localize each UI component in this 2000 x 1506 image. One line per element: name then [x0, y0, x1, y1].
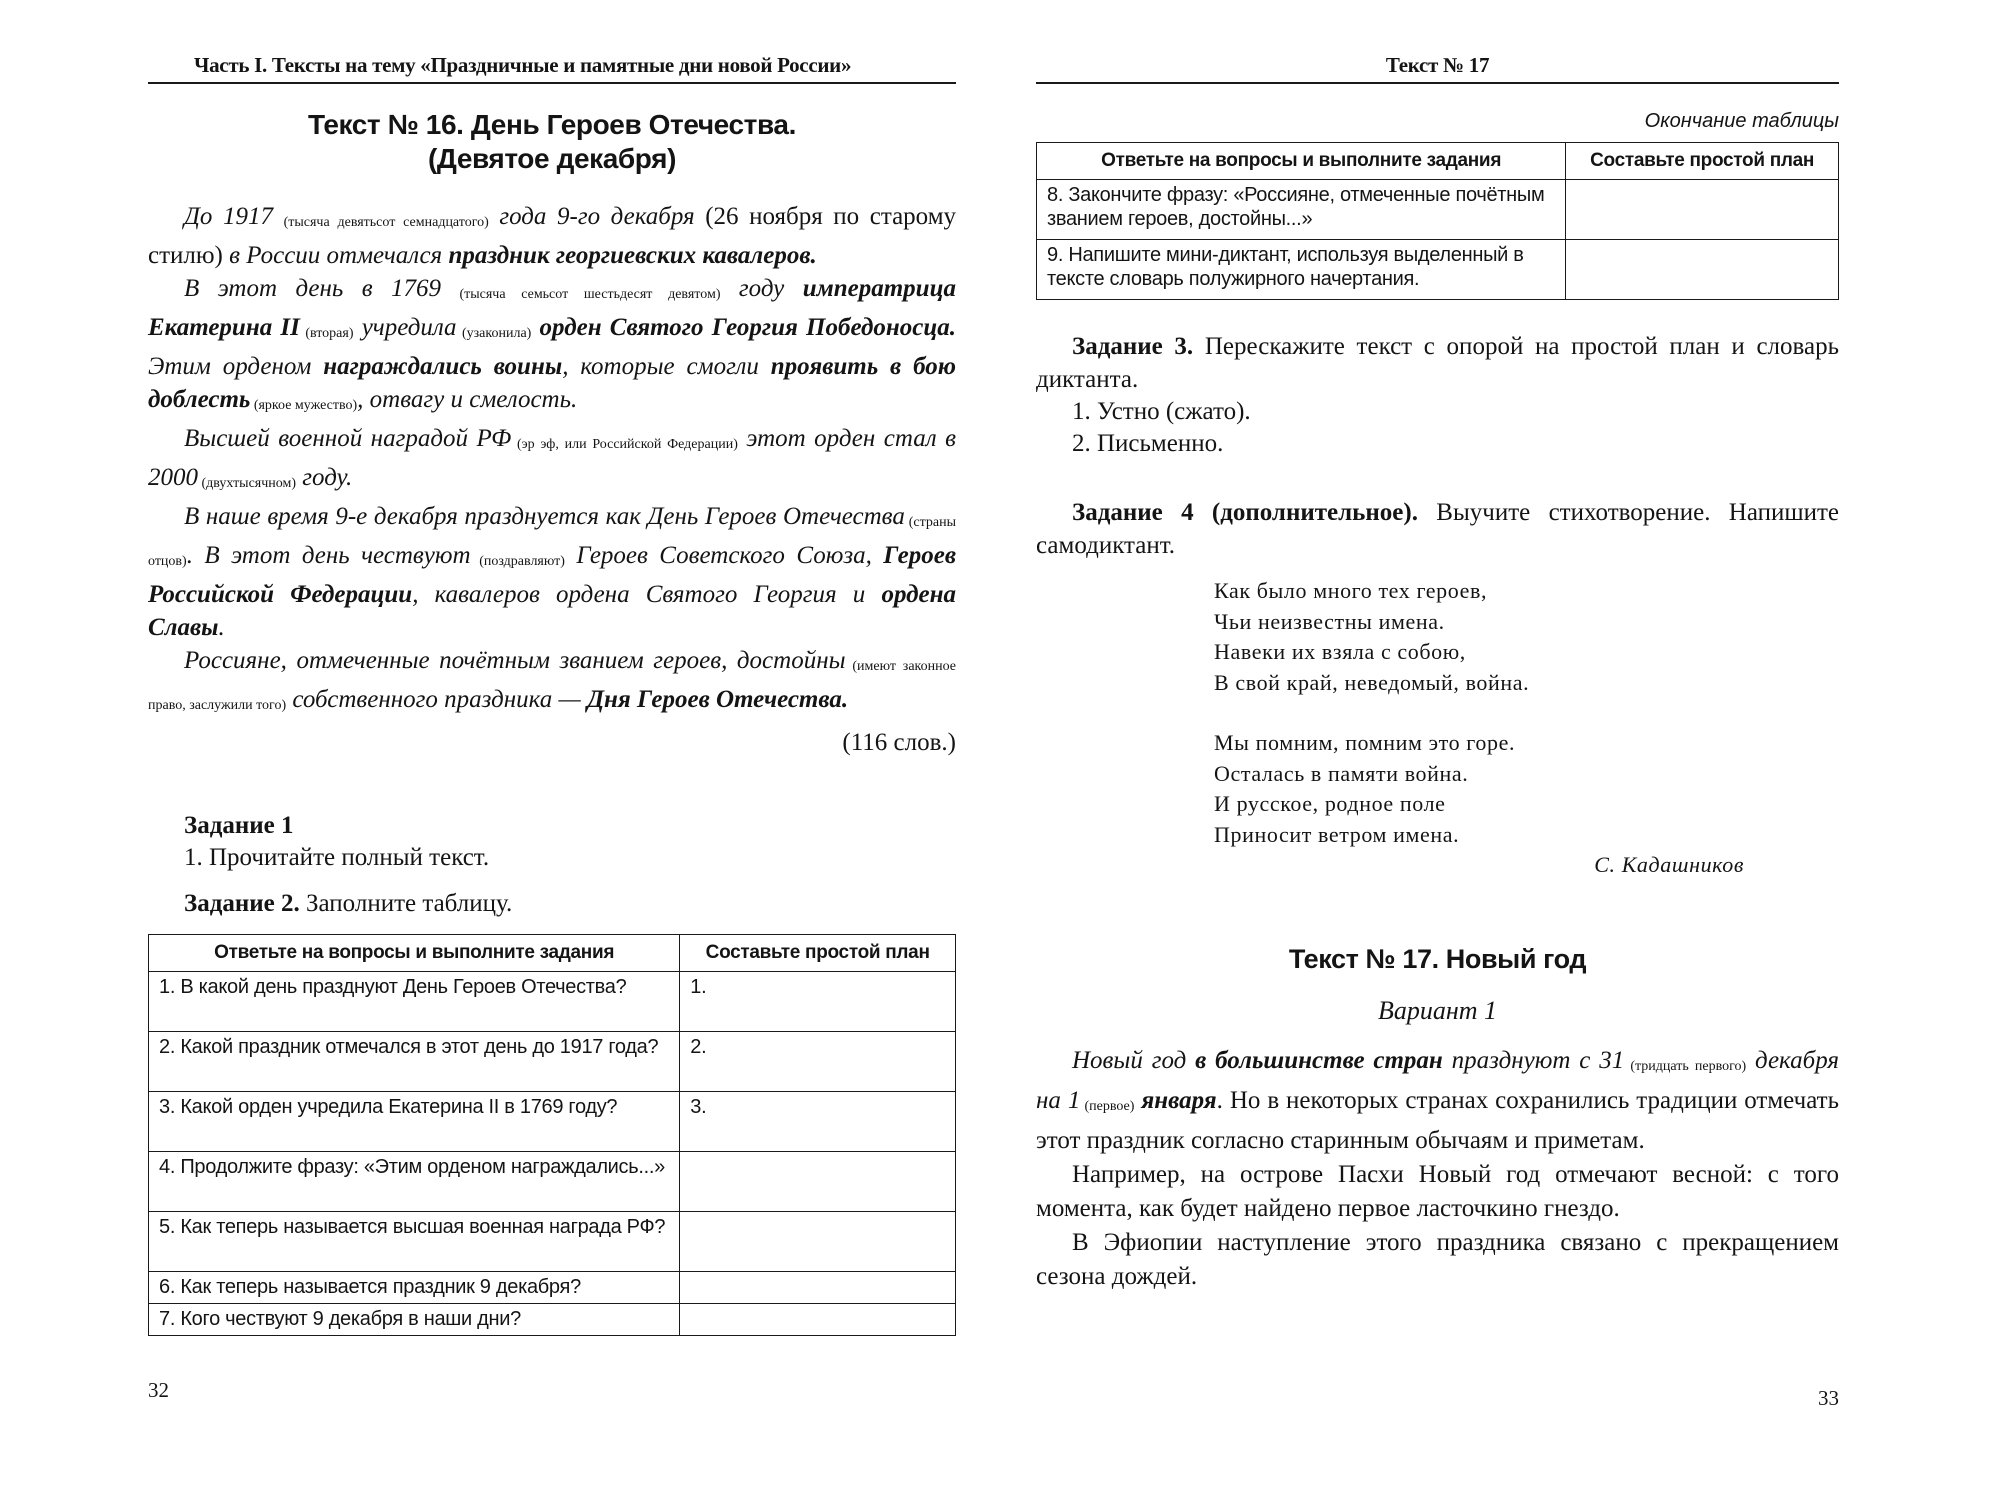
- question-cell: 8. Закончите фразу: «Россияне, отмеченные почётным званием героев, достойны...»: [1037, 180, 1566, 240]
- task-4-block: [1036, 496, 1839, 562]
- page-number: 33: [1818, 1386, 1839, 1410]
- question-cell: 4. Продолжите фразу: «Этим орденом награждались...»: [149, 1152, 680, 1212]
- task-3-block: [1036, 330, 1839, 460]
- task-3: Задание 3. Перескажите текст с опорой на простой план и словарь диктанта.: [1036, 333, 1839, 393]
- gloss: (имеют законное право, заслужили того): [148, 659, 956, 713]
- gloss: (тысяча девятьсот семнадцатого): [283, 215, 489, 230]
- poem-line: И русское, родное поле: [1214, 791, 1446, 816]
- question-cell: 9. Напишите мини-диктант, используя выделенный в тексте словарь полужирного начертания.: [1037, 240, 1566, 300]
- tasks-block: [184, 810, 956, 920]
- gloss: (узаконила): [456, 326, 532, 341]
- task-4: Задание 4 (дополнительное). Выучите стихотворение. Напишите самодиктант.: [1036, 499, 1840, 559]
- column-header-questions: Ответьте на вопросы и выполните задания: [1037, 143, 1566, 180]
- gloss: (поздравляют): [470, 554, 565, 569]
- header-divider: [148, 82, 956, 84]
- table-row: [149, 1212, 956, 1272]
- gloss: (тридцать первого): [1624, 1059, 1747, 1074]
- page-number: 32: [148, 1378, 169, 1402]
- gloss: (эр эф, или Российской Федерации): [511, 437, 738, 452]
- poem-line: Как было много тех героев,: [1214, 578, 1488, 603]
- running-head: Часть I. Тексты на тему «Праздничные и памятные дни новой России»: [194, 53, 852, 77]
- header-divider: [1036, 82, 1839, 84]
- text-body: [148, 200, 956, 759]
- table-header-row: [1037, 143, 1839, 180]
- gloss: (яркое мужество): [250, 398, 358, 413]
- table-row: [149, 1032, 956, 1092]
- question-cell: 3. Какой орден учредила Екатерина II в 1769 году?: [149, 1092, 680, 1152]
- table-row: [149, 1152, 956, 1212]
- table-row: [149, 972, 956, 1032]
- plan-cell[interactable]: [1566, 240, 1839, 300]
- text-17-body: [1036, 1044, 1839, 1294]
- paragraph-1: Новый год в большинстве стран празднуют с 31 (тридцать первого) декабря на 1 (первое) января. Но в некоторых странах сохранились традиции отмечать этот праздник согласно старинным обычаям и приметам.: [1036, 1047, 1840, 1154]
- paragraph-1: До 1917 (тысяча девятьсот семнадцатого) года 9-го декабря (26 ноября по старому стилю) в России отмечался праздник георгиевских кавалеров.: [148, 203, 957, 269]
- table-row: [149, 1304, 956, 1336]
- text-17-title: Текст № 17. Новый год: [1288, 944, 1587, 974]
- poem-line: Приносит ветром имена.: [1214, 821, 1460, 847]
- poem-author: С. Кадашников: [1594, 852, 1744, 877]
- plan-cell[interactable]: [680, 1152, 956, 1212]
- task-1-item: 1. Прочитайте полный текст.: [184, 844, 490, 871]
- plan-cell[interactable]: 3.: [680, 1092, 956, 1152]
- plan-cell[interactable]: [1566, 180, 1839, 240]
- task-1-label: Задание 1: [184, 812, 294, 839]
- table-caption: Окончание таблицы: [1644, 110, 1839, 132]
- poem-line: Мы помним, помним это горе.: [1214, 730, 1516, 755]
- paragraph-5: Россияне, отмеченные почётным званием героев, достойны (имеют законное право, заслужили того) собственного праздника — Дня Героев Отечества.: [148, 647, 956, 713]
- question-cell: 2. Какой праздник отмечался в этот день до 1917 года?: [149, 1032, 680, 1092]
- table-row: [1037, 180, 1839, 240]
- text-title: [148, 108, 956, 176]
- column-header-plan: Составьте простой план: [680, 935, 956, 972]
- question-cell: 7. Кого чествуют 9 декабря в наши дни?: [149, 1304, 680, 1336]
- plan-cell[interactable]: [680, 1272, 956, 1304]
- right-page: [1036, 0, 1839, 1506]
- question-cell: 6. Как теперь называется праздник 9 декабря?: [149, 1272, 680, 1304]
- gloss: (вторая): [299, 326, 354, 341]
- paragraph-4: В наше время 9-е декабря празднуется как День Героев Отечества (страны отцов). В этот день чествуют (поздравляют) Героев Советского Союза, Героев Российской Федерации, кавалеров ордена Святого Георгия и ордена Славы.: [148, 503, 956, 641]
- column-header-questions: Ответьте на вопросы и выполните задания: [149, 935, 680, 972]
- variant-label: Вариант 1: [1377, 996, 1498, 1025]
- table-row: [1037, 240, 1839, 300]
- column-header-plan: Составьте простой план: [1566, 143, 1839, 180]
- plan-cell[interactable]: [680, 1212, 956, 1272]
- task-3-item: 2. Письменно.: [1072, 430, 1224, 457]
- gloss: (первое): [1080, 1099, 1135, 1114]
- title-line-1: Текст № 16. День Героев Отечества.: [308, 109, 796, 140]
- stanza-gap: [1214, 698, 1774, 728]
- plan-cell[interactable]: 1.: [680, 972, 956, 1032]
- gloss: (тысяча семьсот шестьдесят девятом): [459, 287, 721, 302]
- question-cell: 5. Как теперь называется высшая военная награда РФ?: [149, 1212, 680, 1272]
- questions-table-continued: [1036, 142, 1839, 300]
- poem: [1214, 576, 1774, 881]
- table-row: [149, 1092, 956, 1152]
- gloss: (двухтысячном): [198, 476, 297, 491]
- word-count: (116 слов.): [842, 729, 956, 756]
- task-3-item: 1. Устно (сжато).: [1072, 398, 1251, 425]
- paragraph-2: Например, на острове Пасхи Новый год отмечают весной: с того момента, как будет найдено первое ласточкино гнездо.: [1036, 1161, 1839, 1222]
- paragraph-3: В Эфиопии наступление этого праздника связано с прекращением сезона дождей.: [1036, 1229, 1839, 1290]
- poem-line: В свой край, неведомый, война.: [1214, 669, 1530, 695]
- poem-line: Осталась в памяти война.: [1214, 760, 1469, 786]
- task-2: Задание 2. Заполните таблицу.: [184, 890, 513, 917]
- question-cell: 1. В какой день празднуют День Героев Отечества?: [149, 972, 680, 1032]
- table-row: [149, 1272, 956, 1304]
- poem-line: Навеки их взяла с собою,: [1214, 639, 1466, 664]
- questions-table: [148, 934, 956, 1336]
- table-header-row: [149, 935, 956, 972]
- gloss: (страны отцов): [148, 515, 956, 569]
- left-page: [148, 0, 956, 1506]
- paragraph-3: Высшей военной наградой РФ (эр эф, или Российской Федерации) этот орден стал в 2000 (двухтысячном) году.: [148, 425, 957, 491]
- title-line-2: (Девятое декабря): [428, 143, 676, 174]
- plan-cell[interactable]: [680, 1304, 956, 1336]
- running-head: Текст № 17: [1385, 53, 1490, 77]
- paragraph-2: В этот день в 1769 (тысяча семьсот шестьдесят девятом) году императрица Екатерина II (вторая) учредила (узаконила) орден Святого Георгия Победоносца. Этим орденом награждались воины, которые смогли проявить в бою доблесть (яркое мужество), отвагу и смелость.: [148, 275, 956, 413]
- plan-cell[interactable]: 2.: [680, 1032, 956, 1092]
- poem-line: Чьи неизвестны имена.: [1214, 608, 1445, 634]
